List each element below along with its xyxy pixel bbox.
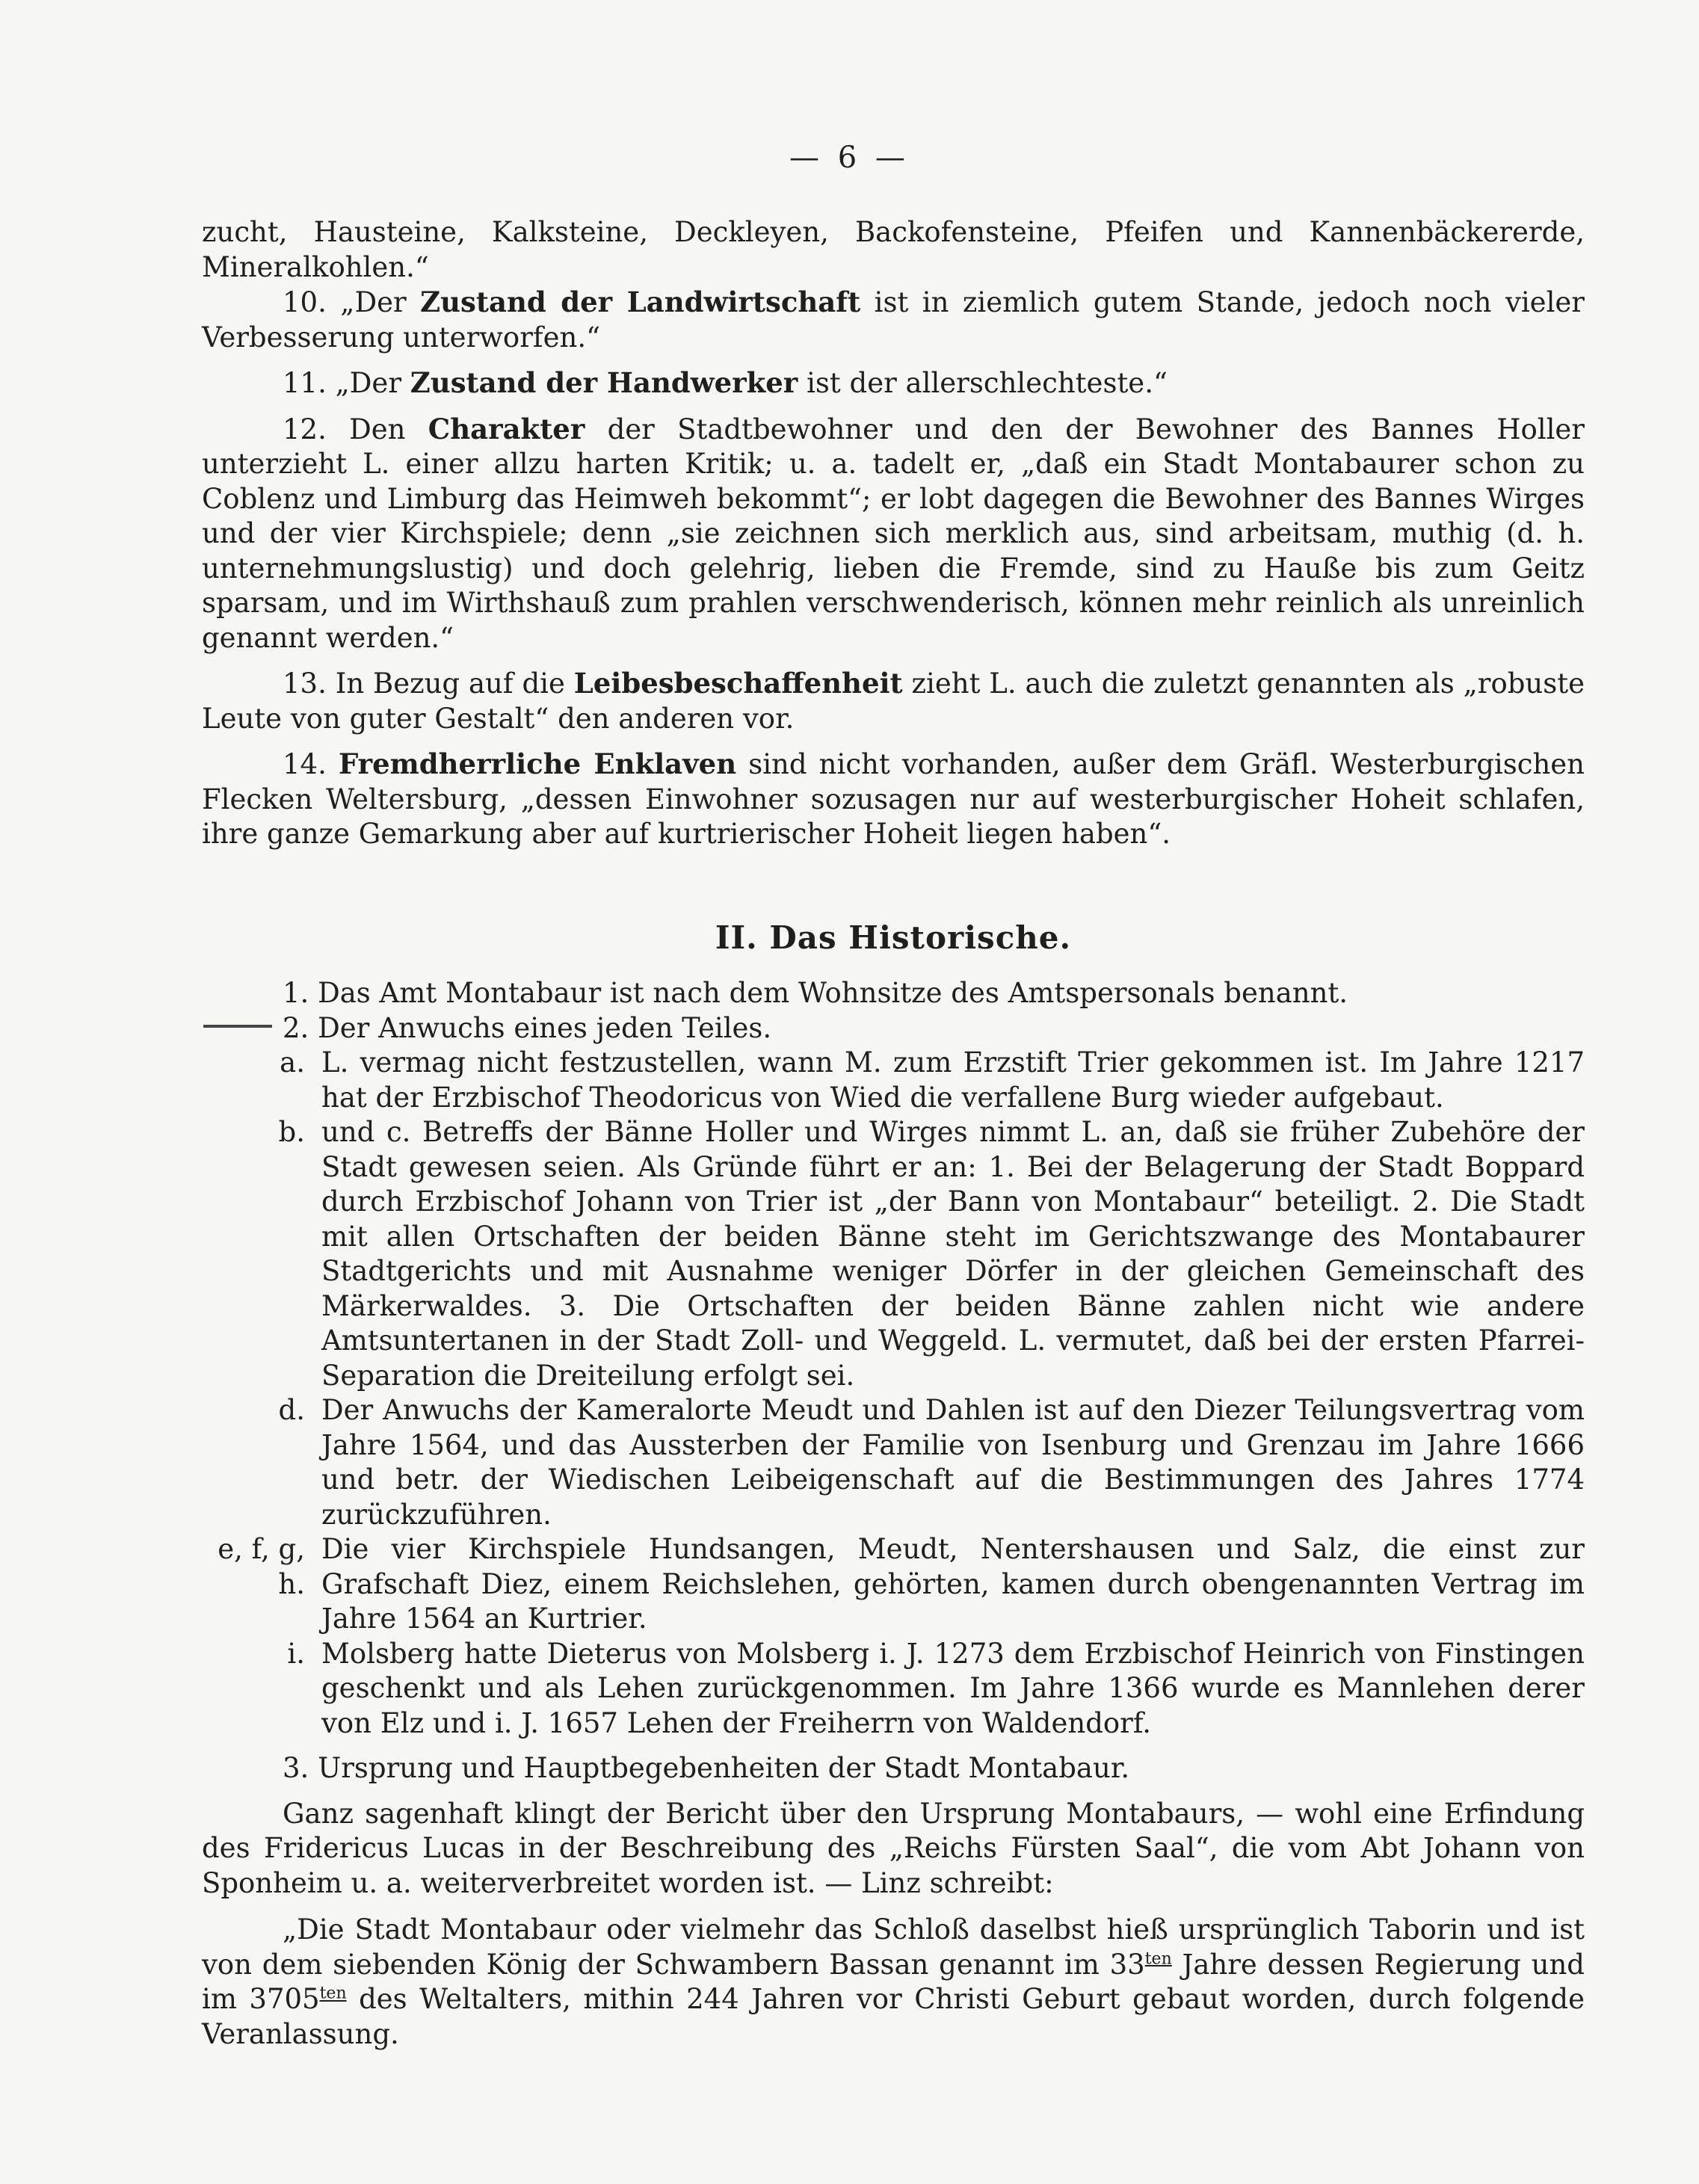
p11-pre: 11. „Der [283, 367, 410, 399]
item-2: 2. Der Anwuchs eines jeden Teiles. [283, 1011, 772, 1044]
origin-name: Fridericus Lucas [263, 1832, 505, 1864]
sub-item-b [202, 1115, 1585, 1393]
sub-item-text: Molsberg hatte Dieterus von Molsberg i. J. 1273 dem Erzbischof Heinrich von Finstingen geschenkt und als Lehen zurückgenommen. Im Jahre 1366 wurde es Mannlehen derer von Elz und i. J. 1657 Lehen der Freiherrn von Waldendorf. [321, 1637, 1585, 1739]
sub-item-label: b. [278, 1116, 305, 1148]
p14-post: sind nicht vorhanden, außer dem Gräfl. Westerburgischen Flecken Weltersburg, „dessen Einwohner sozusagen nur auf westerburgischer Hoheit schlafen, ihre ganze Gemarkung aber auf kurtrierischer Hoheit liegen haben“. [202, 748, 1585, 850]
sub-item-efgh [202, 1532, 1585, 1637]
sub-item-text: L. vermag nicht festzustellen, wann M. zum Erzstift Trier gekommen ist. Im Jahre 1217 hat der Erzbischof Theodoricus von Wied die verfallene Burg wieder aufgebaut. [321, 1046, 1585, 1114]
p14-bold: Fremdherrliche Enklaven [338, 747, 737, 780]
quote-part-a: „Die Stadt Montabaur oder vielmehr das Schloß daselbst hieß ursprünglich Taborin und ist von dem siebenden König der Schwambern Bassan genannt im 33 [202, 1913, 1585, 1981]
margin-pencil-mark [203, 1025, 272, 1028]
body-text [202, 215, 1585, 2052]
origin-pre: Ganz sagenhaft klingt der Bericht über den Ursprung Montabaurs, — wohl eine Erfindung des [202, 1797, 1585, 1864]
item-3: 3. Ursprung und Hauptbegebenheiten der Stadt Montabaur. [283, 1752, 1130, 1784]
sub-item-text: Die vier Kirchspiele Hundsangen, Meudt, Nentershausen und Salz, die einst zur Grafschaft Diez, einem Reichslehen, gehörten, kamen durch obengenannten Vertrag im Jahre 1564 an Kurtrier. [321, 1533, 1585, 1635]
sub-item-text: und c. Betreffs der Bänne Holler und Wirges nimmt L. an, daß sie früher Zubehöre der Stadt gewesen seien. Als Gründe führt er an: 1. Bei der Belagerung der Stadt Boppard durch Erzbischof Johann von Trier ist „der Bann von Montabaur“ beteiligt. 2. Die Stadt mit allen Ortschaften der beiden Bänne steht im Gerichtszwange des Montabaurer Stadtgerichts und mit Ausnahme weniger Dörfer in der gleichen Gemeinschaft des Märkerwaldes. 3. Die Ortschaften der beiden Bänne zahlen nicht wie andere Amtsuntertanen in der Stadt Zoll- und Weggeld. L. vermutet, daß bei der ersten Pfarrei-Separation die Dreiteilung erfolgt sei. [321, 1116, 1585, 1392]
p13-pre: 13. In Bezug auf die [283, 667, 574, 700]
p11-post: ist der allerschlechteste.“ [798, 367, 1168, 399]
sub-item-label: e, f, g, h. [218, 1533, 305, 1600]
sub-item-a [202, 1046, 1585, 1115]
sub-item-label: i. [287, 1637, 305, 1670]
p12-bold: Charakter [428, 412, 585, 445]
sub-item-d [202, 1393, 1585, 1532]
paragraph-origin [202, 1797, 1585, 1901]
page-number: — 6 — [789, 141, 910, 175]
sub-item-text: Der Anwuchs der Kameralorte Meudt und Dahlen ist auf den Diezer Teilungsvertrag vom Jahre 1564, und das Aussterben der Familie von Isenburg und Grenzau im Jahre 1666 und betr. der Wiedischen Leibeigenschaft auf die Bestimmungen des Jahres 1774 zurückzuführen. [321, 1394, 1585, 1531]
paragraph-13 [202, 666, 1585, 736]
quote-part-c: des Weltalters, mithin 244 Jahren vor Christi Geburt gebaut worden, durch folgende Veranlassung. [202, 1983, 1585, 2050]
p12-post: der Stadtbewohner und den der Bewohner des Bannes Holler unterzieht L. einer allzu harten Kritik; u. a. tadelt er, „daß ein Stadt Montabaurer schon zu Coblenz und Limburg das Heimweh bekommt“; er lobt dagegen die Bewohner des Bannes Wirges und der vier Kirchspiele; denn „sie zeichnen sich merklich aus, sind arbeitsam, muthig (d. h. unternehmungslustig) und doch gelehrig, lieben die Fremde, sind zu Haußе bis zum Geitz sparsam, und im Wirthshauß zum prahlen verschwenderisch, können mehr reinlich als unreinlich genannt werden.“ [202, 413, 1585, 654]
paragraph-14 [202, 747, 1585, 852]
p10-bold: Zustand der Landwirtschaft [420, 286, 861, 318]
sub-item-label: a. [280, 1046, 305, 1079]
p13-post: zieht L. auch die zuletzt genannten als „robuste Leute von guter Gestalt“ den anderen vor. [202, 667, 1585, 735]
p13-bold: Leibesbeschaffenheit [573, 667, 903, 700]
item-1: 1. Das Amt Montabaur ist nach dem Wohnsitze des Amtspersonals benannt. [283, 977, 1348, 1009]
ordinal-suffix: ten [1144, 1949, 1172, 1969]
paragraph-10 [202, 285, 1585, 355]
p14-pre: 14. [283, 748, 339, 780]
quote-part-b: Jahre dessen Regierung und im 3705 [202, 1948, 1585, 2015]
paragraph-continuation: zucht, Hausteine, Kalksteine, Deckleyen, Backofensteine, Pfeifen und Kannenbäckererde, Mineralkohlen.“ [202, 216, 1585, 283]
quote-paragraph [202, 1913, 1585, 2052]
sub-item-label: d. [278, 1394, 305, 1426]
ordinal-suffix: ten [319, 1984, 347, 2003]
p11-bold: Zustand der Handwerker [410, 366, 798, 399]
section-heading: II. Das Historische. [715, 919, 1072, 956]
paragraph-12 [202, 412, 1585, 656]
p10-pre: 10. „Der [283, 286, 421, 318]
origin-post: in der Beschreibung des „Reichs Fürsten Saal“, die vom Abt Johann von Sponheim u. a. weiterverbreitet worden ist. — Linz schreibt: [202, 1832, 1585, 1899]
p10-post: ist in ziemlich gutem Stande, jedoch noch vieler Verbesserung unterworfen.“ [202, 286, 1585, 354]
paragraph-11 [202, 365, 1585, 401]
sub-item-i [202, 1637, 1585, 1742]
p12-pre: 12. Den [283, 413, 428, 445]
